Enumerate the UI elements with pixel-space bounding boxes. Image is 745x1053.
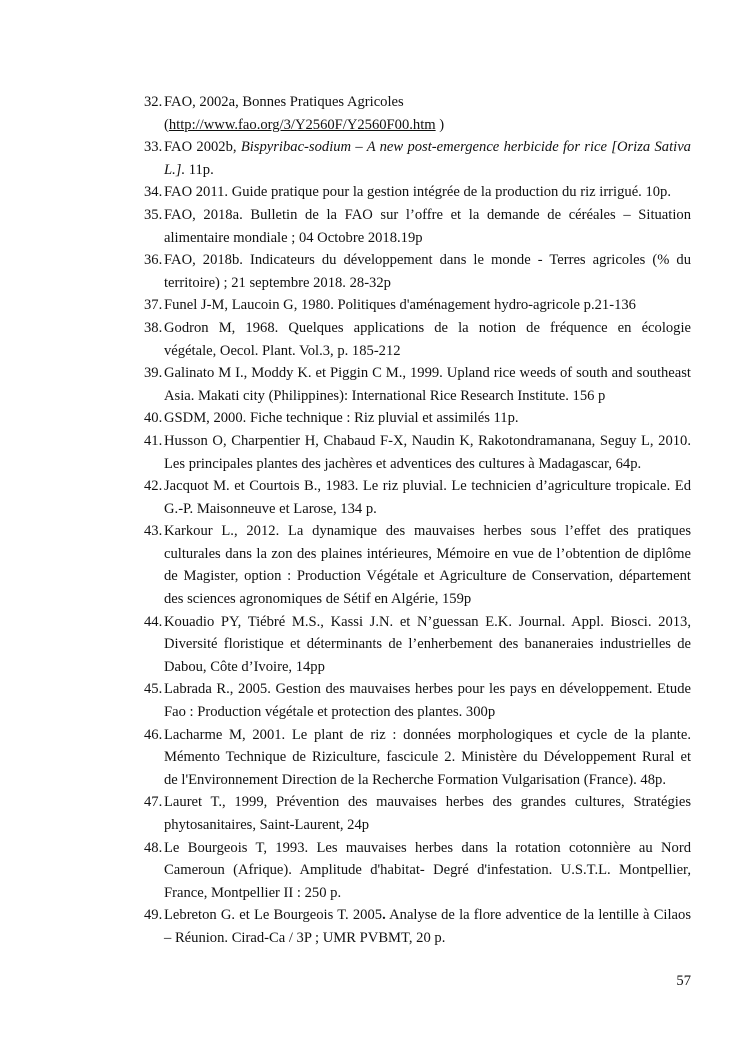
reference-line [164, 136, 691, 159]
reference-entry [144, 430, 691, 475]
reference-number: 35. [144, 206, 163, 223]
reference-line [164, 927, 691, 950]
reference-number: 44. [144, 613, 163, 630]
reference-text: Fao : Production végétale et protection des plantes. 300p [164, 704, 496, 721]
reference-link[interactable]: http://www.fao.org/3/Y2560F/Y2560F00.htm [168, 116, 436, 133]
reference-line [164, 656, 691, 679]
reference-line [164, 520, 691, 543]
reference-line [164, 181, 691, 204]
reference-number: 45. [144, 681, 163, 698]
reference-list [144, 91, 691, 950]
reference-line [164, 859, 691, 882]
reference-text: Husson O, Charpentier H, Chabaud F-X, Naudin K, Rakotondramanana, Seguy L, 2010. [164, 432, 691, 449]
reference-line [164, 611, 691, 634]
reference-line [164, 543, 691, 566]
reference-line [164, 633, 691, 656]
reference-line [164, 904, 691, 927]
reference-line [164, 701, 691, 724]
page-number: 57 [676, 973, 691, 989]
reference-entry [144, 904, 691, 949]
reference-number: 40. [144, 410, 163, 427]
reference-number: 33. [144, 139, 163, 156]
reference-text: territoire) ; 21 septembre 2018. 28-32p [164, 274, 391, 291]
reference-text: Analyse de la flore adventice de la lentille à Cilaos [385, 907, 691, 924]
reference-entry [144, 475, 691, 520]
reference-text: de l'Environnement Direction de la Recherche Formation Vulgarisation (France). 48p. [164, 771, 666, 788]
reference-entry [144, 678, 691, 723]
reference-line [164, 769, 691, 792]
reference-line [164, 724, 691, 747]
reference-line [164, 678, 691, 701]
reference-text: Lauret T., 1999, Prévention des mauvaises herbes des grandes cultures, Stratégies [164, 794, 691, 811]
reference-entry [144, 791, 691, 836]
reference-text: FAO, 2018b. Indicateurs du développement dans le monde - Terres agricoles (% du [164, 252, 691, 269]
reference-number: 48. [144, 839, 163, 856]
reference-text: Lacharme M, 2001. Le plant de riz : données morphologiques et cycle de la plante. [164, 726, 691, 743]
reference-text: FAO 2011. Guide pratique pour la gestion intégrée de la production du riz irrigué. 10p. [164, 184, 672, 201]
reference-text: Funel J-M, Laucoin G, 1980. Politiques d'aménagement hydro-agricole p.21-136 [164, 297, 636, 314]
reference-line [164, 498, 691, 521]
reference-text: alimentaire mondiale ; 04 Octobre 2018.19p [164, 229, 423, 246]
reference-number: 37. [144, 297, 163, 314]
reference-entry [144, 181, 691, 204]
reference-text: 11p. [185, 161, 214, 178]
reference-text: Diversité floristique et déterminants de l’enherbement des bananeraies industrielles de [164, 636, 691, 653]
reference-number: 38. [144, 319, 163, 336]
reference-line [164, 430, 691, 453]
reference-line [164, 159, 691, 182]
reference-text: France, Montpellier II : 250 p. [164, 884, 342, 901]
reference-line [164, 91, 691, 114]
reference-entry [144, 91, 691, 136]
reference-line [164, 814, 691, 837]
reference-entry [144, 724, 691, 792]
reference-line [164, 272, 691, 295]
reference-text: Mémento Technique de Riziculture, fascicule 2. Ministère du Développement Rural et [164, 749, 691, 766]
reference-text: de Magister, option : Production Végétale et Agriculture de Conservation, département [164, 568, 691, 585]
reference-text: Labrada R., 2005. Gestion des mauvaises herbes pour les pays en développement. Etude [164, 681, 691, 698]
reference-entry [144, 837, 691, 905]
reference-text: phytosanitaires, Saint-Laurent, 24p [164, 817, 370, 833]
reference-number: 46. [144, 726, 163, 743]
reference-entry [144, 407, 691, 430]
reference-number: 36. [144, 252, 163, 269]
reference-line [164, 453, 691, 476]
reference-number: 41. [144, 432, 163, 449]
reference-line [164, 882, 691, 905]
reference-text: Galinato M I., Moddy K. et Piggin C M., 1999. Upland rice weeds of south and southeast [164, 365, 691, 382]
reference-text: ) [435, 116, 445, 133]
reference-text: . [382, 907, 386, 924]
reference-line [164, 204, 691, 227]
reference-text: Kouadio PY, Tiébré M.S., Kassi J.N. et N’guessan E.K. Journal. Appl. Biosci. 2013, [164, 613, 691, 630]
reference-number: 49. [144, 907, 163, 924]
reference-entry [144, 317, 691, 362]
reference-line [164, 475, 691, 498]
reference-text: FAO, 2002a, Bonnes Pratiques Agricoles [164, 94, 404, 110]
reference-title-italic: Bispyribac-sodium – A new post-emergence herbicide for rice [Oriza Sativa [240, 139, 691, 156]
reference-text: végétale, Oecol. Plant. Vol.3, p. 185-212 [164, 342, 401, 359]
reference-number: 42. [144, 478, 163, 495]
reference-title-italic: L.]. [164, 161, 186, 178]
reference-text: Les principales plantes des jachères et adventices des cultures à Madagascar, 64p. [164, 455, 642, 472]
reference-line [164, 588, 691, 611]
reference-number: 34. [144, 184, 163, 201]
reference-entry [144, 249, 691, 294]
reference-text: des sciences agronomiques de Sétif en Algérie, 159p [164, 591, 472, 608]
reference-number: 43. [144, 523, 163, 540]
reference-line [164, 317, 691, 340]
reference-text: Dabou, Côte d’Ivoire, 14pp [164, 658, 325, 675]
reference-text: Asia. Makati city (Philippines): International Rice Research Institute. 156 p [164, 387, 606, 404]
reference-text: culturales dans la zon des plaines intérieures, Mémoire en vue de l’obtention de diplôme [164, 545, 691, 562]
reference-line [164, 791, 691, 814]
reference-line [164, 362, 691, 385]
reference-line [164, 249, 691, 272]
reference-line [164, 565, 691, 588]
reference-entry [144, 204, 691, 249]
reference-entry [144, 520, 691, 610]
reference-text: Jacquot M. et Courtois B., 1983. Le riz pluvial. Le technicien d’agriculture tropicale. Ed [164, 478, 691, 495]
reference-line [164, 114, 691, 137]
reference-text: – Réunion. Cirad-Ca / 3P ; UMR PVBMT, 20 p. [164, 929, 446, 946]
reference-text: GSDM, 2000. Fiche technique : Riz pluvial et assimilés 11p. [164, 410, 519, 427]
reference-line [164, 294, 691, 317]
reference-text: Godron M, 1968. Quelques applications de la notion de fréquence en écologie [164, 319, 691, 336]
reference-text: Lebreton G. et Le Bourgeois T. 2005 [164, 907, 383, 924]
reference-line [164, 227, 691, 250]
reference-line [164, 746, 691, 769]
reference-entry [144, 294, 691, 317]
reference-text: ( [164, 116, 169, 133]
reference-number: 32. [144, 94, 163, 110]
reference-text: FAO, 2018a. Bulletin de la FAO sur l’offre et la demande de céréales – Situation [164, 206, 691, 223]
reference-text: G.-P. Maisonneuve et Larose, 134 p. [164, 500, 377, 517]
reference-text: Le Bourgeois T, 1993. Les mauvaises herbes dans la rotation cotonnière au Nord [164, 839, 691, 856]
reference-number: 39. [144, 365, 163, 382]
reference-line [164, 837, 691, 860]
reference-text: FAO 2002b, [164, 139, 241, 156]
reference-line [164, 385, 691, 408]
reference-line [164, 340, 691, 363]
reference-line [164, 407, 691, 430]
reference-text: Karkour L., 2012. La dynamique des mauvaises herbes sous l’effet des pratiques [164, 523, 691, 540]
reference-entry [144, 136, 691, 181]
reference-text: Cameroun (Afrique). Amplitude d'habitat- Degré d'infestation. U.S.T.L. Montpellier, [164, 862, 691, 879]
reference-entry [144, 611, 691, 679]
reference-entry [144, 362, 691, 407]
reference-number: 47. [144, 794, 163, 811]
